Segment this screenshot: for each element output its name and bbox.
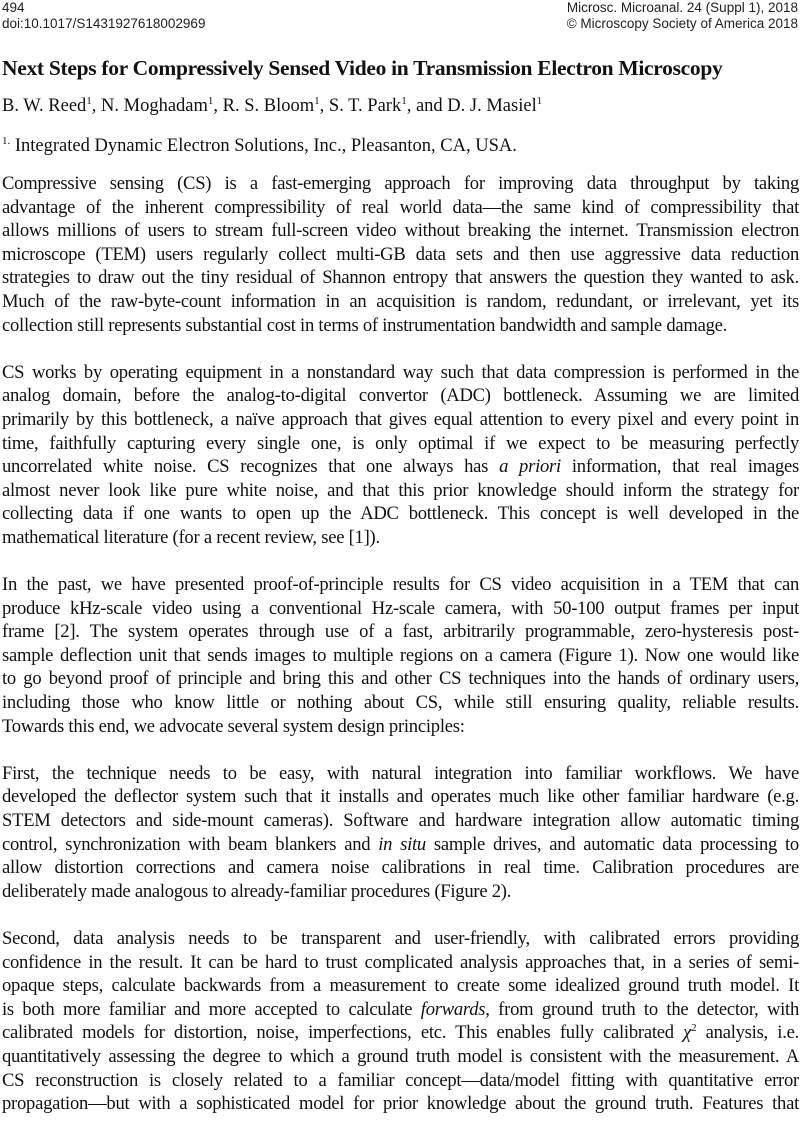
text-segment: control, synchronization with beam blankers and <box>2 833 379 855</box>
text-line: including those who know little or nothing about CS, while still ensuring quality, reliable results. <box>2 692 799 714</box>
italic-text: χ <box>683 1022 692 1044</box>
text-segment: uncorrelated white noise. CS recognizes that one always has <box>2 456 500 478</box>
author-affiliation-marker: 1 <box>314 95 320 107</box>
text-line <box>2 1021 799 1045</box>
italic-text: in situ <box>378 833 426 855</box>
author-list <box>2 96 542 117</box>
text-line: STEM detectors and side-mount cameras). Software and hardware integration allow automatic timing <box>2 810 799 832</box>
author-name: D. J. Masiel <box>447 96 537 116</box>
author-name: N. Moghadam <box>101 96 208 116</box>
text-line: allows millions of users to stream full-screen video without breaking the internet. Transmission electron <box>2 220 799 242</box>
text-line: propagation—but with a sophisticated model for prior knowledge about the ground truth. Features that <box>2 1093 799 1115</box>
body-text <box>2 172 799 1139</box>
italic-text: a priori <box>499 456 561 478</box>
text-line: frame [2]. The system operates through use of a fast, arbitrarily programmable, zero-hysteresis post- <box>2 621 799 643</box>
author-separator: , <box>91 96 102 116</box>
text-line: time, faithfully capturing every single one, is only optimal if we expect to be measuring perfectly <box>2 432 799 454</box>
text-line: collection still represents substantial cost in terms of instrumentation bandwidth and sample damage. <box>2 314 728 336</box>
text-line: sample deflection unit that sends images to multiple regions on a camera (Figure 1). Now one would like <box>2 644 799 666</box>
text-line: In the past, we have presented proof-of-principle results for CS video acquisition in a TEM that can <box>2 574 799 596</box>
author-separator: , <box>213 96 223 116</box>
paragraph <box>2 762 799 904</box>
text-line: quantitatively assessing the degree to which a ground truth model is consistent with the measurement. A <box>2 1045 799 1067</box>
doi: doi:10.1017/S1431927618002969 <box>2 16 206 31</box>
affiliation-marker: 1. <box>2 135 11 147</box>
text-line: produce kHz-scale video using a conventional Hz-scale camera, with 50-100 output frames per input <box>2 597 799 619</box>
text-segment: analysis, i.e. <box>696 1022 799 1044</box>
text-line: First, the technique needs to be easy, with natural integration into familiar workflows. We have <box>2 762 799 784</box>
italic-text: forwards <box>420 998 486 1020</box>
affiliation-text: Integrated Dynamic Electron Solutions, Inc., Pleasanton, CA, USA. <box>10 136 517 156</box>
text-line: CS works by operating equipment in a nonstandard way such that data compression is performed in the <box>2 361 799 383</box>
affiliation <box>2 136 517 157</box>
text-line: advantage of the inherent compressibility of real world data—the same kind of compressibility that <box>2 196 799 218</box>
text-segment: , from ground truth to the detector, with <box>485 998 799 1020</box>
text-line: allow distortion corrections and camera noise calibrations in real time. Calibration procedures are <box>2 857 799 879</box>
superscript: 2 <box>691 1022 697 1035</box>
paragraph <box>2 361 799 550</box>
author-affiliation-marker: 1 <box>207 95 214 107</box>
text-line: deliberately made analogous to already-familiar procedures (Figure 2). <box>2 880 512 902</box>
page-number: 494 <box>2 0 25 15</box>
copyright: © Microscopy Society of America 2018 <box>566 16 798 31</box>
paper-title: Next Steps for Compressively Sensed Video in Transmission Electron Microscopy <box>2 56 723 80</box>
text-line: Compressive sensing (CS) is a fast-emerging approach for improving data throughput by taking <box>2 173 799 194</box>
text-line: primarily by this bottleneck, a naïve approach that gives equal attention to every pixel and every point in <box>2 408 799 430</box>
paragraph <box>2 172 799 337</box>
text-line: Second, data analysis needs to be transparent and user-friendly, with calibrated errors providing <box>2 928 799 949</box>
text-segment: is both more familiar and more accepted to calculate <box>2 998 421 1020</box>
text-line: collecting data if one wants to open up the ADC bottleneck. This concept is well developed in the <box>2 503 799 525</box>
text-line: developed the deflector system such that it installs and operates much like other familiar hardware (e.g. <box>2 786 799 808</box>
text-line: almost never look like pure white noise, and that this prior knowledge should inform the strategy for <box>2 479 799 501</box>
text-line: microscope (TEM) users regularly collect multi-GB data sets and then use aggressive data reduction <box>2 243 799 265</box>
author-name: B. W. Reed <box>2 96 87 116</box>
text-line: mathematical literature (for a recent review, see [1]). <box>2 526 380 548</box>
text-line: Much of the raw-byte-count information in an acquisition is random, redundant, or irrelevant, yet its <box>2 290 799 312</box>
text-line <box>2 455 799 479</box>
text-line: analog domain, before the analog-to-digital convertor (ADC) bottleneck. Assuming we are limited <box>2 385 799 407</box>
author-affiliation-marker: 1 <box>401 95 407 107</box>
text-line <box>2 833 799 857</box>
text-line: strategies to draw out the tiny residual of Shannon entropy that answers the question they wanted to ask. <box>2 267 799 289</box>
author-name: R. S. Bloom <box>222 96 315 116</box>
journal-citation: Microsc. Microanal. 24 (Suppl 1), 2018 <box>566 0 798 15</box>
author-affiliation-marker: 1 <box>86 95 92 107</box>
author-separator: , <box>319 96 329 116</box>
text-line: to go beyond proof of principle and bring this and other CS techniques into the hands of ordinary users, <box>2 668 799 690</box>
text-line: opaque steps, calculate backwards from a measurement to create some idealized ground truth model. It <box>2 975 799 997</box>
author-separator: , and <box>406 96 448 116</box>
text-line: CS reconstruction is closely related to a familiar concept—data/model fitting with quantitative error <box>2 1069 799 1091</box>
text-line: Towards this end, we advocate several system design principles: <box>2 715 465 737</box>
text-segment: sample drives, and automatic data processing to <box>425 833 799 855</box>
author-affiliation-marker: 1 <box>536 95 543 107</box>
text-line <box>2 998 799 1022</box>
text-segment: information, that real images <box>560 456 799 478</box>
paragraph <box>2 573 799 738</box>
text-segment: calibrated models for distortion, noise, imperfections, etc. This enables fully calibrated <box>2 1022 684 1044</box>
text-line: confidence in the result. It can be hard to trust complicated analysis approaches that, in a series of semi- <box>2 951 799 973</box>
paragraph <box>2 927 799 1116</box>
author-name: S. T. Park <box>328 96 402 116</box>
